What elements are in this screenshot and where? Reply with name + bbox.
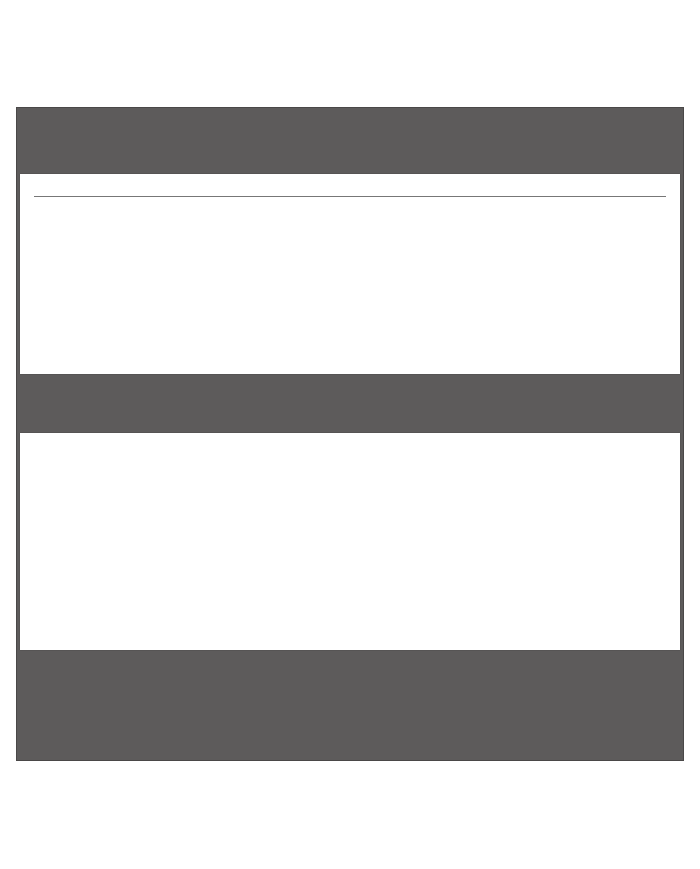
planner-bottom-page — [20, 433, 680, 650]
year-row — [34, 184, 666, 197]
spiral-binding — [30, 388, 670, 434]
planner-top-page — [20, 174, 680, 374]
